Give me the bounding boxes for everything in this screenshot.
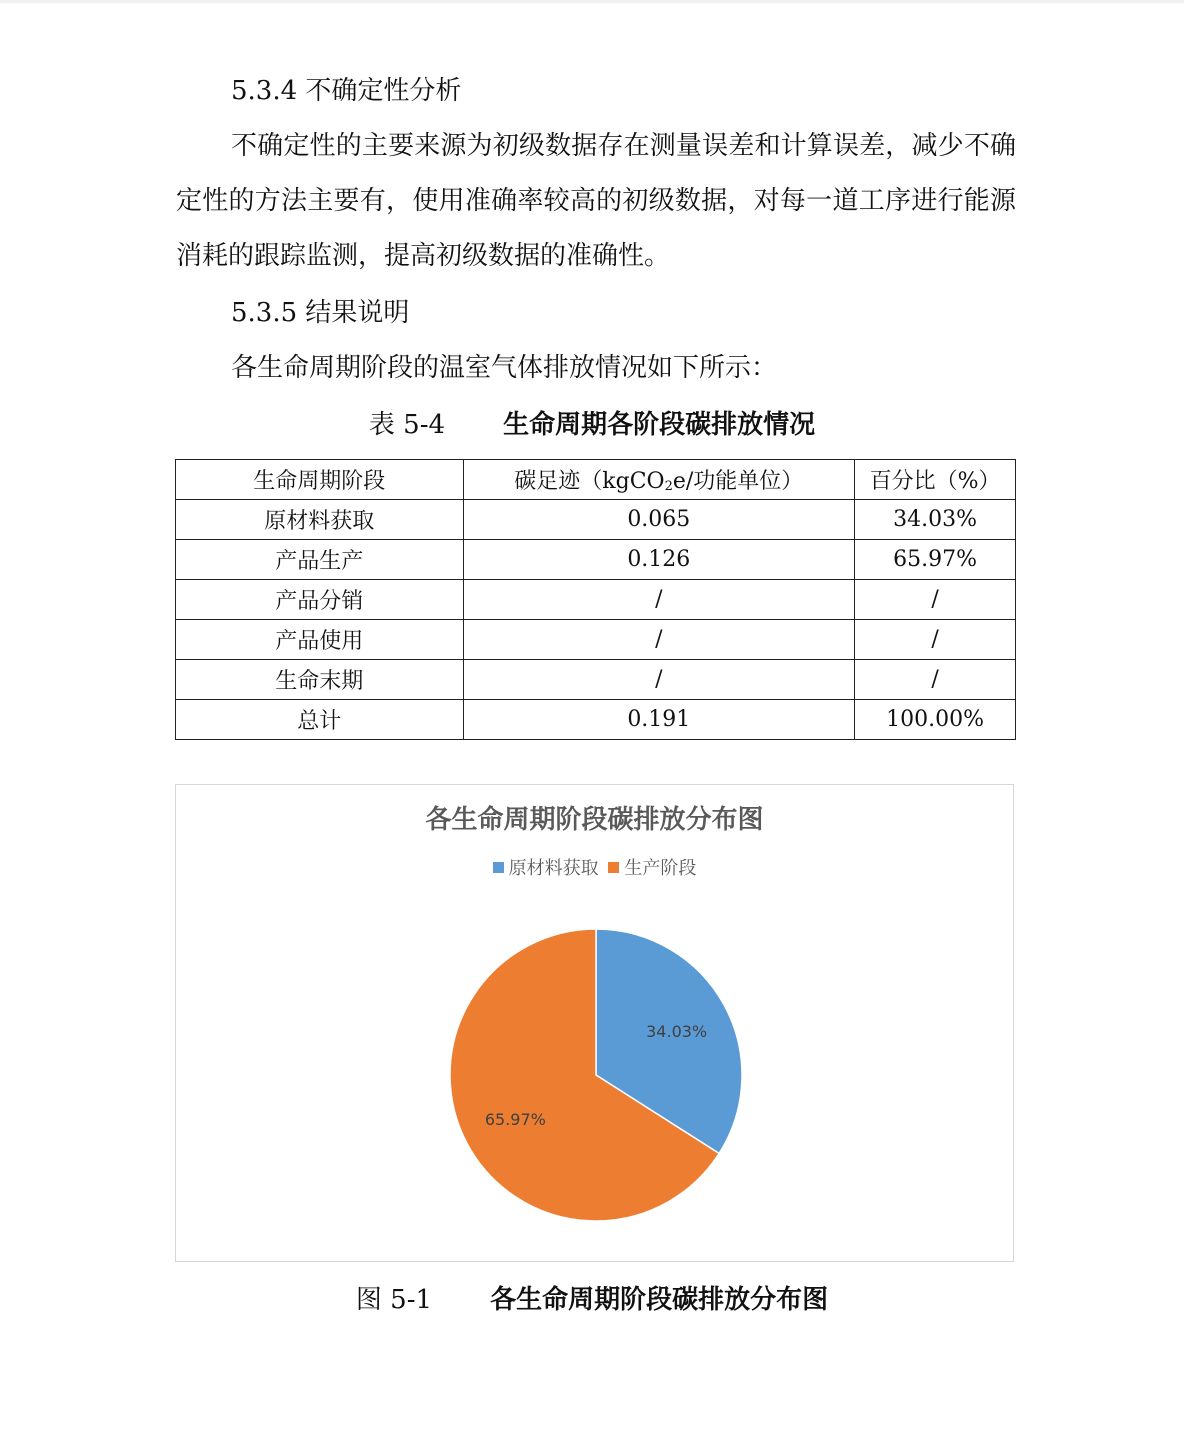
cell-stage: 生命末期 [176,660,464,700]
header-percent: 百分比（%） [855,460,1016,500]
cell-percent: / [855,580,1016,620]
cell-percent: / [855,660,1016,700]
cell-percent: / [855,620,1016,660]
cell-percent: 65.97% [855,540,1016,580]
cell-footprint: 0.191 [463,700,855,740]
table-row [176,660,1016,700]
legend-label: 原材料获取 [508,858,599,879]
table-row [176,540,1016,580]
cell-stage: 产品生产 [176,540,464,580]
cell-footprint: 0.065 [463,500,855,540]
table-caption-title: 生命周期各阶段碳排放情况 [503,410,816,440]
table-row [176,580,1016,620]
figure-caption [0,1279,1184,1316]
uncertainty-paragraph: 不确定性的主要来源为初级数据存在测量误差和计算误差，减少不确定性的方法主要有，使用准确率较高的初级数据，对每一道工序进行能源消耗的跟踪监测，提高初级数据的准确性。 [176,131,1016,271]
cell-stage: 总计 [176,700,464,740]
table-header-row [176,460,1016,500]
cell-footprint: / [463,620,855,660]
table-caption-number: 表 5-4 [368,410,446,440]
pie-chart-frame [175,784,1014,1262]
chart-title: 各生命周期阶段碳排放分布图 [425,805,764,835]
pie-data-label-0: 34.03% [646,1021,708,1041]
cell-footprint: 0.126 [463,540,855,580]
table-row [176,700,1016,740]
figure-caption-title: 各生命周期阶段碳排放分布图 [490,1285,829,1315]
cell-stage: 原材料获取 [176,500,464,540]
section-heading-5-3-5: 5.3.5 结果说明 [231,298,410,328]
header-stage: 生命周期阶段 [176,460,464,500]
cell-percent: 100.00% [855,700,1016,740]
legend-label: 生产阶段 [624,858,697,879]
section-heading-5-3-4: 5.3.4 不确定性分析 [231,76,462,106]
cell-percent: 34.03% [855,500,1016,540]
pie-chart [176,785,1015,1263]
cell-stage: 产品使用 [176,620,464,660]
cell-footprint: / [463,660,855,700]
pie-data-label-1: 65.97% [484,1110,546,1130]
page-top-border [0,0,1184,3]
header-footprint: 碳足迹（kgCO$_2$e/功能单位） [463,460,855,500]
emissions-table [175,459,1016,740]
table-row [176,500,1016,540]
figure-caption-number: 图 5-1 [355,1285,433,1315]
table-caption [0,404,1184,441]
table-row [176,620,1016,660]
results-intro: 各生命周期阶段的温室气体排放情况如下所示： [231,353,778,383]
cell-footprint: / [463,580,855,620]
cell-stage: 产品分销 [176,580,464,620]
